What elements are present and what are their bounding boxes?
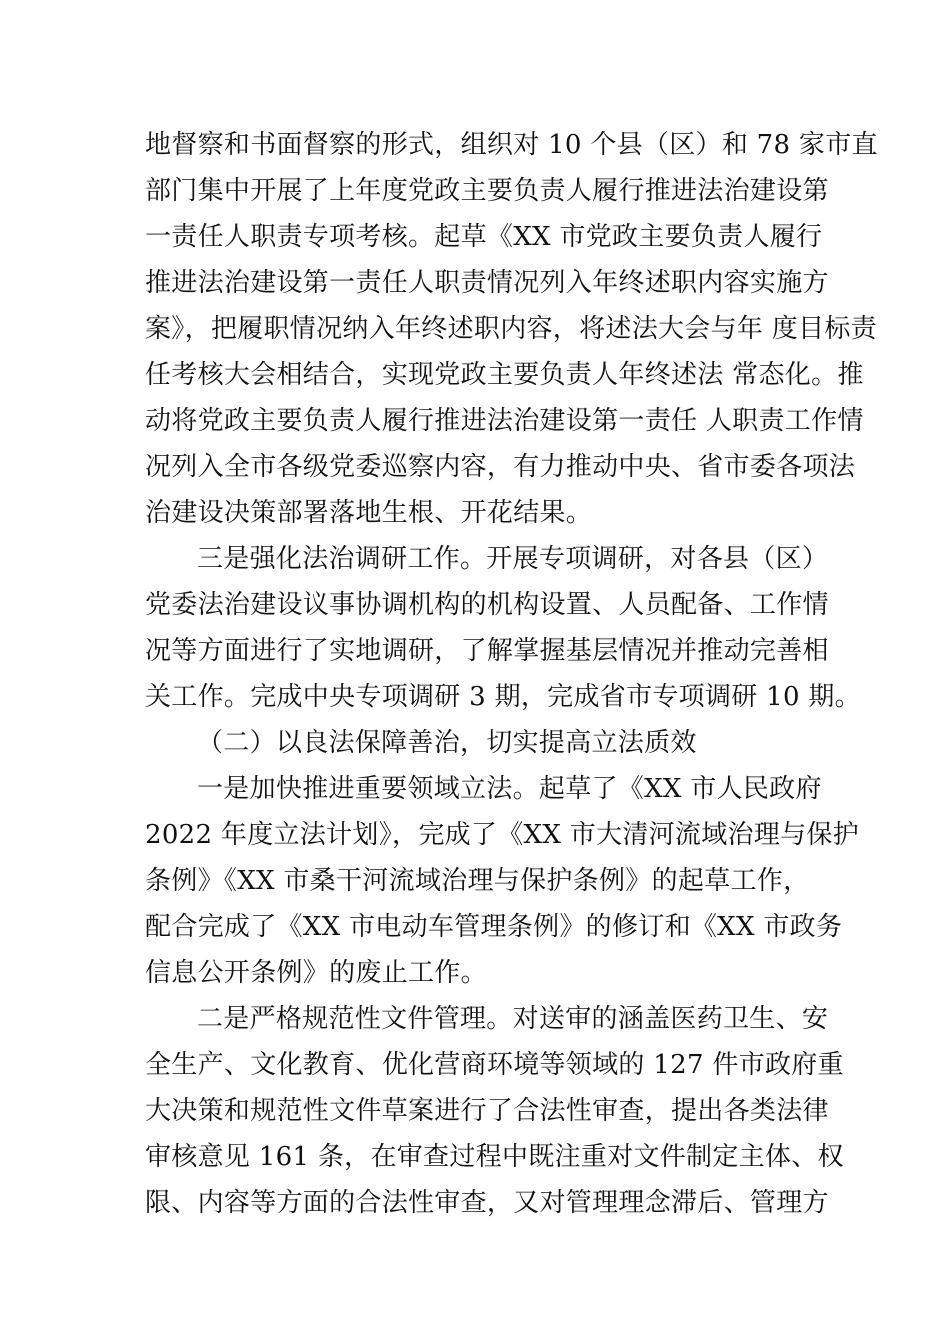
body-line: 审核意见 161 条，在审查过程中既注重对文件制定主体、权 (145, 1142, 844, 1172)
body-line: 关工作。完成中央专项调研 3 期，完成省市专项调研 10 期。 (145, 682, 861, 712)
body-line: 部门集中开展了上年度党政主要负责人履行推进法治建设第 (145, 176, 829, 206)
body-line: 况列入全市各级党委巡察内容，有力推动中央、省市委各项法 (145, 452, 856, 482)
paragraph-start-line: 一是加快推进重要领域立法。起草了《XX 市人民政府 (197, 774, 822, 804)
section-heading: （二）以良法保障善治，切实提高立法质效 (197, 728, 697, 758)
body-line: 动将党政主要负责人履行推进法治建设第一责任 人职责工作情 (145, 406, 864, 436)
paragraph-start-line: 二是严格规范性文件管理。对送审的涵盖医药卫生、安 (197, 1004, 829, 1034)
body-line: 大决策和规范性文件草案进行了合法性审查，提出各类法律 (145, 1096, 829, 1126)
body-line: 地督察和书面督察的形式，组织对 10 个县（区）和 78 家市直 (145, 130, 878, 160)
body-line: 条例》《XX 市桑干河流域治理与保护条例》的起草工作， (145, 866, 810, 896)
body-line: 一责任人职责专项考核。起草《XX 市党政主要负责人履行 (145, 222, 823, 252)
paragraph-start-line: 三是强化法治调研工作。开展专项调研，对各县（区） (197, 544, 829, 574)
body-line: 推进法治建设第一责任人职责情况列入年终述职内容实施方 (145, 268, 829, 298)
body-line: 治建设决策部署落地生根、开花结果。 (145, 498, 593, 528)
body-line: 信息公开条例》的废止工作。 (145, 958, 487, 988)
body-line: 全生产、文化教育、优化营商环境等领域的 127 件市政府重 (145, 1050, 844, 1080)
body-line: 2022 年度立法计划》，完成了《XX 市大清河流域治理与保护 (145, 820, 860, 850)
body-line: 任考核大会相结合，实现党政主要负责人年终述法 常态化。推 (145, 360, 864, 390)
body-line: 配合完成了《XX 市电动车管理条例》的修订和《XX 市政务 (145, 912, 843, 942)
body-line: 况等方面进行了实地调研，了解掌握基层情况并推动完善相 (145, 636, 829, 666)
body-line: 案》，把履职情况纳入年终述职内容，将述法大会与年 度目标责 (145, 314, 877, 344)
body-line: 党委法治建设议事协调机构的机构设置、人员配备、工作情 (145, 590, 829, 620)
body-line: 限、内容等方面的合法性审查，又对管理理念滞后、管理方 (145, 1188, 829, 1218)
